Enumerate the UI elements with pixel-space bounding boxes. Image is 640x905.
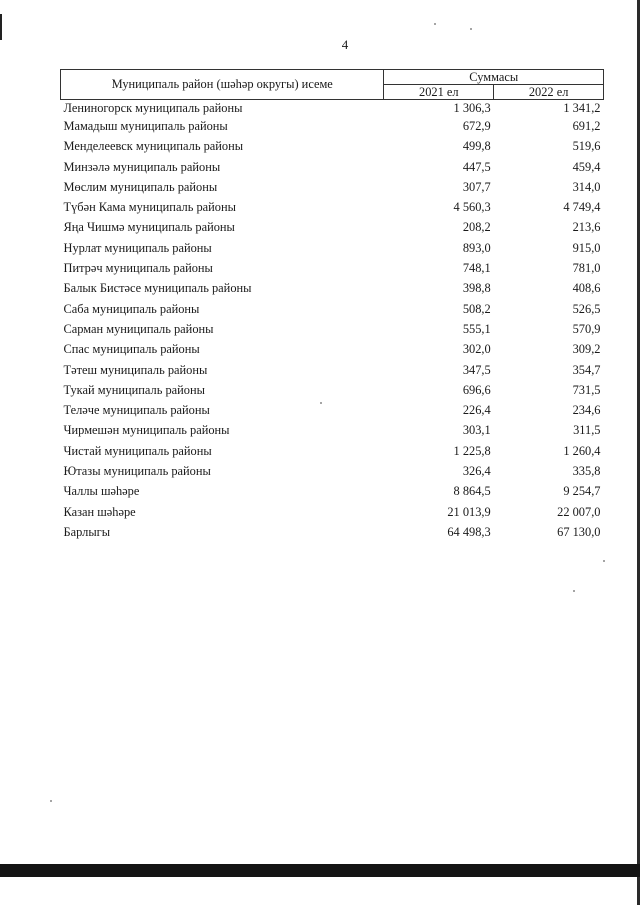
value-2021: 447,5: [462, 159, 491, 174]
district-name: Мамадыш муниципаль районы: [63, 118, 228, 133]
scan-speck: [573, 590, 575, 592]
district-name: Мөслим муниципаль районы: [63, 179, 218, 194]
value-2021: 893,0: [462, 240, 491, 255]
value-2021: 226,4: [462, 403, 491, 418]
value-2022: 314,0: [572, 179, 601, 194]
value-2022: 67 130,0: [557, 524, 601, 539]
scan-speck: [470, 28, 472, 30]
value-2021: 4 560,3: [453, 200, 491, 215]
value-2022: 459,4: [572, 159, 601, 174]
table-row: [61, 360, 604, 380]
table-row: [61, 238, 604, 258]
value-2022: 234,6: [572, 403, 601, 418]
district-name: Теләче муниципаль районы: [63, 403, 210, 418]
value-2021: 302,0: [462, 342, 491, 357]
scan-bottom-bar: [0, 864, 640, 877]
district-name: Барлыгы: [63, 524, 111, 539]
value-2022: 915,0: [572, 240, 601, 255]
page-number: 4: [341, 37, 349, 52]
table-row: [61, 197, 604, 217]
district-name: Түбән Кама муниципаль районы: [63, 200, 236, 215]
value-2022: 731,5: [572, 382, 601, 397]
scan-speck: [603, 560, 605, 562]
value-2021: 21 013,9: [447, 504, 491, 519]
district-name: Минзәлә муниципаль районы: [63, 159, 221, 174]
district-name: Яңа Чишмә муниципаль районы: [63, 220, 235, 235]
district-name: Спас муниципаль районы: [63, 342, 200, 357]
value-2021: 303,1: [462, 423, 491, 438]
district-name: Тәтеш муниципаль районы: [63, 362, 208, 377]
value-2021: 696,6: [462, 382, 491, 397]
table-row: [61, 502, 604, 522]
district-name: Чистай муниципаль районы: [63, 443, 212, 458]
district-name: Тукай муниципаль районы: [63, 382, 205, 397]
value-2022: 335,8: [572, 463, 601, 478]
district-name: Саба муниципаль районы: [63, 301, 200, 316]
value-2022: 311,5: [573, 423, 601, 438]
value-2022: 570,9: [572, 321, 601, 336]
table-row: [61, 217, 604, 237]
value-2022: 1 341,2: [563, 100, 601, 115]
table-row: [61, 299, 604, 319]
year-2022-header: 2022 ел: [494, 85, 604, 100]
district-name: Ютазы муниципаль районы: [63, 463, 211, 478]
table-body: [61, 100, 604, 543]
value-2021: 499,8: [462, 139, 491, 154]
table-row: [61, 278, 604, 298]
value-2021: 398,8: [462, 281, 491, 296]
table-row: [61, 258, 604, 278]
value-2022: 213,6: [572, 220, 601, 235]
value-2022: 4 749,4: [563, 200, 601, 215]
value-2021: 1 225,8: [453, 443, 491, 458]
scan-speck: [50, 800, 52, 802]
district-name: Балык Бистәсе муниципаль районы: [63, 281, 252, 296]
value-2021: 672,9: [462, 118, 491, 133]
budget-table: [60, 69, 604, 542]
district-name: Сарман муниципаль районы: [63, 321, 214, 336]
value-2022: 519,6: [572, 139, 601, 154]
value-2022: 309,2: [572, 342, 601, 357]
value-2022: 691,2: [572, 118, 601, 133]
value-2021: 748,1: [462, 261, 491, 276]
value-2022: 22 007,0: [557, 504, 601, 519]
table-row: [61, 157, 604, 177]
table-row: [61, 461, 604, 481]
table-row: [61, 136, 604, 156]
table-row: [61, 116, 604, 136]
value-2022: 781,0: [572, 261, 601, 276]
table-row: [61, 441, 604, 461]
value-2022: 9 254,7: [563, 484, 601, 499]
value-2021: 208,2: [462, 220, 491, 235]
value-2021: 326,4: [462, 463, 491, 478]
sums-header: Суммасы: [384, 70, 604, 85]
district-name: Чаллы шәһәре: [63, 484, 140, 499]
table-row: [61, 481, 604, 501]
value-2022: 354,7: [572, 362, 601, 377]
table-row: [61, 100, 604, 117]
district-name: Казан шәһәре: [63, 504, 136, 519]
scan-speck: [320, 402, 322, 404]
value-2021: 1 306,3: [453, 100, 491, 115]
district-name: Лениногорск муниципаль районы: [63, 100, 243, 115]
value-2021: 555,1: [462, 321, 491, 336]
scan-speck: [434, 23, 436, 25]
value-2021: 307,7: [462, 179, 491, 194]
table-row: [61, 319, 604, 339]
value-2021: 508,2: [462, 301, 491, 316]
table-row: [61, 522, 604, 542]
table-row: [61, 400, 604, 420]
table-row: [61, 380, 604, 400]
district-name: Нурлат муниципаль районы: [63, 240, 212, 255]
year-2021-header: 2021 ел: [384, 85, 494, 100]
table-row: [61, 339, 604, 359]
value-2022: 1 260,4: [563, 443, 601, 458]
table-row: [61, 177, 604, 197]
table-row: [61, 420, 604, 440]
value-2021: 347,5: [462, 362, 491, 377]
name-column-header: Муниципаль район (шәһәр округы) исеме: [61, 70, 384, 100]
district-name: Менделеевск муниципаль районы: [63, 139, 244, 154]
value-2021: 64 498,3: [447, 524, 491, 539]
value-2022: 408,6: [572, 281, 601, 296]
district-name: Чирмешән муниципаль районы: [63, 423, 230, 438]
district-name: Питрәч муниципаль районы: [63, 261, 213, 276]
value-2022: 526,5: [572, 301, 601, 316]
value-2021: 8 864,5: [453, 484, 491, 499]
